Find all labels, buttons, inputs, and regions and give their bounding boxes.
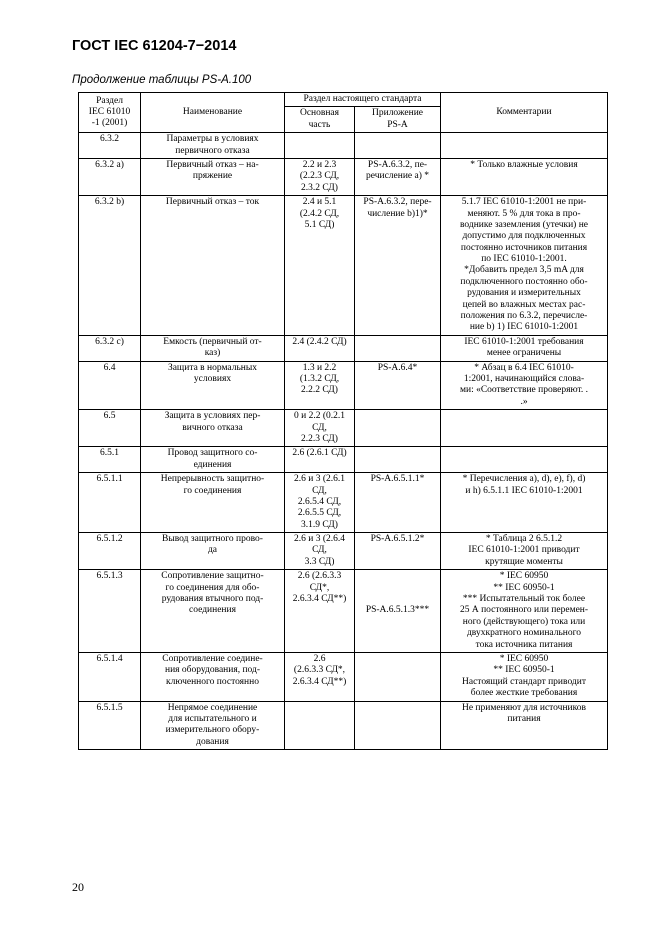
cell-section: 6.4 <box>79 361 141 410</box>
cell-comment: * Только влажные условия <box>441 158 608 195</box>
cell-comment: * IEC 60950 ** IEC 60950-1 *** Испытательный ток более 25 А постоянного или перемен- ного (действующего) тока или двухкратного номинального тока источника питания <box>441 570 608 653</box>
cell-comment <box>441 410 608 447</box>
cell-comment <box>441 447 608 473</box>
cell-comment: IEC 61010-1:2001 требования менее ограничены <box>441 335 608 361</box>
cell-section: 6.5.1.2 <box>79 533 141 570</box>
column-header-main-part: Основная часть <box>285 107 355 133</box>
cell-section: 6.5.1.3 <box>79 570 141 653</box>
cell-annex: PS-A.6.4* <box>355 361 441 410</box>
cell-comment: * Абзац в 6.4 IEC 61010- 1:2001, начинающийся слова- ми: «Соответствие проверяют. . .» <box>441 361 608 410</box>
table-row <box>79 361 608 410</box>
standards-table <box>78 92 608 750</box>
table-row <box>79 533 608 570</box>
table-caption: Продолжение таблицы PS-A.100 <box>72 74 252 86</box>
cell-main-part <box>285 701 355 750</box>
cell-section: 6.5 <box>79 410 141 447</box>
cell-annex <box>355 133 441 159</box>
table-header-row <box>79 93 608 107</box>
cell-main-part: 2.6 (2.6.3.3 СД*, 2.6.3.4 СД**) <box>285 570 355 653</box>
cell-name: Защита в условиях пер- вичного отказа <box>141 410 285 447</box>
cell-section: 6.5.1 <box>79 447 141 473</box>
cell-name: Непрямое соединение для испытательного и измерительного обору- дования <box>141 701 285 750</box>
cell-comment: * Перечисления а), d), e), f), d) и h) 6.5.1.1 IEC 61010-1:2001 <box>441 473 608 533</box>
cell-annex <box>355 701 441 750</box>
cell-name: Сопротивление защитно- го соединения для обо- рудования втычного под- соединения <box>141 570 285 653</box>
cell-annex <box>355 447 441 473</box>
document-title: ГОСТ IEC 61204-7−2014 <box>72 38 237 54</box>
column-header-name: Наименование <box>141 93 285 133</box>
cell-comment: Не применяют для источников питания <box>441 701 608 750</box>
column-header-comments: Комментарии <box>441 93 608 133</box>
cell-main-part: 2.4 (2.4.2 СД) <box>285 335 355 361</box>
table-row <box>79 473 608 533</box>
cell-main-part: 2.2 и 2.3 (2.2.3 СД, 2.3.2 СД) <box>285 158 355 195</box>
column-header-iec-section: Раздел IEC 61010 -1 (2001) <box>79 93 141 133</box>
table-row <box>79 447 608 473</box>
cell-annex <box>355 335 441 361</box>
table-row <box>79 652 608 701</box>
cell-annex: PS-A.6.5.1.1* <box>355 473 441 533</box>
cell-annex <box>355 410 441 447</box>
cell-name: Емкость (первичный от- каз) <box>141 335 285 361</box>
column-header-annex: Приложение PS-A <box>355 107 441 133</box>
table-row <box>79 133 608 159</box>
table-row <box>79 196 608 336</box>
cell-main-part: 0 и 2.2 (0.2.1 СД, 2.2.3 СД) <box>285 410 355 447</box>
cell-main-part: 2.6 и 3 (2.6.1 СД, 2.6.5.4 СД, 2.6.5.5 СД, 3.1.9 СД) <box>285 473 355 533</box>
cell-comment <box>441 133 608 159</box>
cell-name: Первичный отказ – на- пряжение <box>141 158 285 195</box>
cell-section: 6.5.1.4 <box>79 652 141 701</box>
table-row <box>79 701 608 750</box>
cell-name: Вывод защитного прово- да <box>141 533 285 570</box>
cell-main-part: 2.6 (2.6.1 СД) <box>285 447 355 473</box>
cell-section: 6.5.1.1 <box>79 473 141 533</box>
page-number: 20 <box>72 880 84 894</box>
cell-name: Первичный отказ – ток <box>141 196 285 336</box>
cell-name: Сопротивление соедине- ния оборудования, под- ключенного постоянно <box>141 652 285 701</box>
cell-name: Защита в нормальных условиях <box>141 361 285 410</box>
cell-main-part <box>285 133 355 159</box>
cell-name: Параметры в условиях первичного отказа <box>141 133 285 159</box>
table-row <box>79 158 608 195</box>
cell-main-part: 2.4 и 5.1 (2.4.2 СД, 5.1 СД) <box>285 196 355 336</box>
cell-main-part: 1.3 и 2.2 (1.3.2 СД, 2.2.2 СД) <box>285 361 355 410</box>
cell-annex: PS-A.6.5.1.2* <box>355 533 441 570</box>
cell-name: Провод защитного со- единения <box>141 447 285 473</box>
cell-comment: 5.1.7 IEC 61010-1:2001 не при- меняют. 5 % для тока в про- воднике заземления (утечки) не допустимо для подключенных постоянно источников питания по IEC 61010-1:2001. *Добавить предел 3,5 mA для подключенного постоянно обо- рудования и измерительных цепей во влажных местах рас- положения по 6.3.2, перечисле- ние b) 1) IEC 61010-1:2001 <box>441 196 608 336</box>
cell-name: Непрерывность защитно- го соединения <box>141 473 285 533</box>
cell-annex: PS-A.6.3.2, пере- числение b)1)* <box>355 196 441 336</box>
cell-section: 6.3.2 <box>79 133 141 159</box>
cell-main-part: 2.6 (2.6.3.3 СД*, 2.6.3.4 СД**) <box>285 652 355 701</box>
cell-section: 6.5.1.5 <box>79 701 141 750</box>
cell-annex <box>355 652 441 701</box>
table-body <box>79 133 608 750</box>
table-row <box>79 410 608 447</box>
cell-section: 6.3.2 b) <box>79 196 141 336</box>
table-row <box>79 335 608 361</box>
cell-comment: * Таблица 2 6.5.1.2 IEC 61010-1:2001 приводит крутящие моменты <box>441 533 608 570</box>
cell-section: 6.3.2 a) <box>79 158 141 195</box>
cell-main-part: 2.6 и 3 (2.6.4 СД, 3.3 СД) <box>285 533 355 570</box>
cell-section: 6.3.2 c) <box>79 335 141 361</box>
cell-annex: PS-A.6.5.1.3*** <box>355 570 441 653</box>
cell-comment: * IEC 60950 ** IEC 60950-1 Настоящий стандарт приводит более жесткие требования <box>441 652 608 701</box>
column-header-group: Раздел настоящего стандарта <box>285 93 441 107</box>
table-row <box>79 570 608 653</box>
cell-annex: PS-A.6.3.2, пе- речисление а) * <box>355 158 441 195</box>
